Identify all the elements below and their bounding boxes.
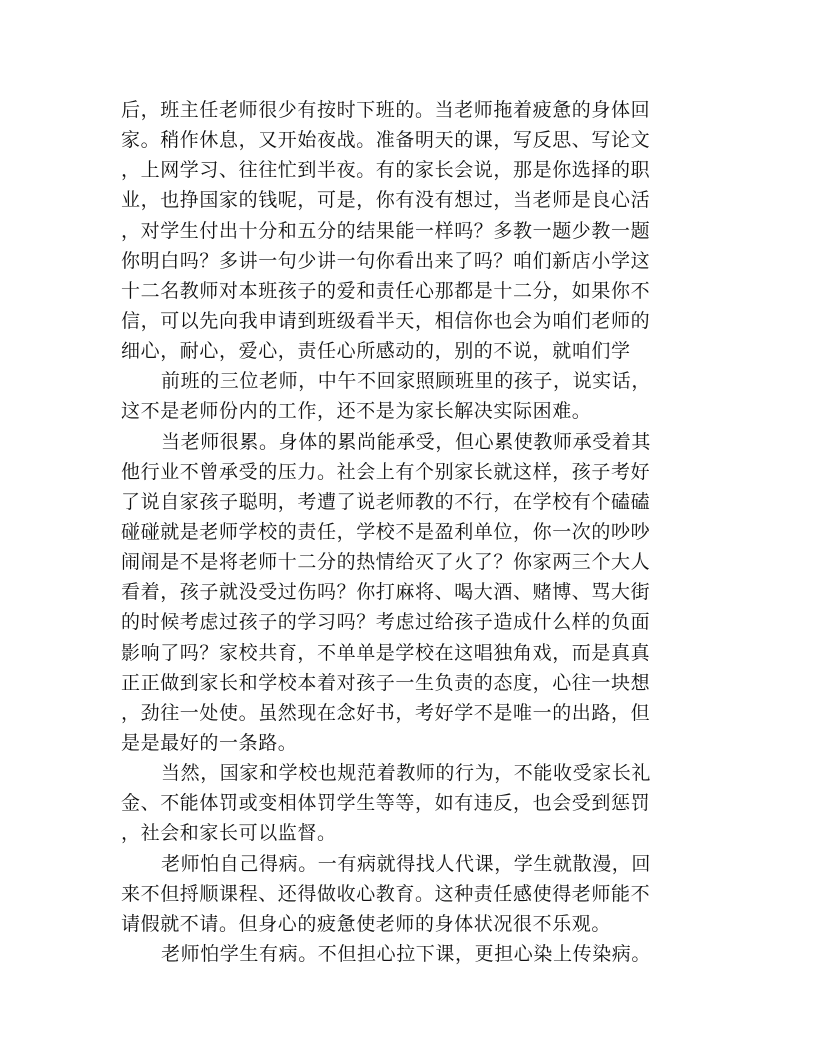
text-line: 金、不能体罚或变相体罚学生等等，如有违反，也会受到惩罚 xyxy=(121,792,651,815)
paragraph-start-line: 当老师很累。身体的累尚能承受，但心累使教师承受着其 xyxy=(161,430,652,453)
text-line: 十二名教师对本班孩子的爱和责任心那都是十二分，如果你不 xyxy=(121,279,651,302)
text-line: 信，可以先向我申请到班级看半天，相信你也会为咱们老师的 xyxy=(121,309,651,332)
text-line: ，对学生付出十分和五分的结果能一样吗？多教一题少教一题 xyxy=(121,219,651,242)
text-line: 正正做到家长和学校本着对孩子一生负责的态度，心往一块想 xyxy=(121,671,651,694)
text-line: 是是最好的一条路。 xyxy=(121,731,298,754)
text-line: 来不但捋顺课程、还得做收心教育。这种责任感使得老师能不 xyxy=(121,882,651,905)
text-line: 这不是老师份内的工作，还不是为家长解决实际困难。 xyxy=(121,400,592,423)
document-body xyxy=(121,95,701,969)
text-line: ，劲往一处使。虽然现在念好书，考好学不是唯一的出路，但 xyxy=(121,701,651,724)
paragraph-start-line: 当然，国家和学校也规范着教师的行为，不能收受家长礼 xyxy=(161,762,652,785)
paragraph-start-line: 老师怕自己得病。一有病就得找人代课，学生就散漫，回 xyxy=(161,852,652,875)
text-line: 业，也挣国家的钱呢，可是，你有没有想过，当老师是良心活 xyxy=(121,189,651,212)
text-line: 他行业不曾承受的压力。社会上有个别家长就这样，孩子考好 xyxy=(121,460,651,483)
text-line: ，社会和家长可以监督。 xyxy=(121,822,337,845)
text-line: 影响了吗？家校共育，不单单是学校在这唱独角戏，而是真真 xyxy=(121,641,651,664)
text-line: 的时候考虑过孩子的学习吗？考虑过给孩子造成什么样的负面 xyxy=(121,611,651,634)
text-line: 闹闹是不是将老师十二分的热情给灭了火了？你家两三个大人 xyxy=(121,551,651,574)
text-line: 碰碰就是老师学校的责任，学校不是盈利单位，你一次的吵吵 xyxy=(121,520,651,543)
text-line: 后，班主任老师很少有按时下班的。当老师拖着疲惫的身体回 xyxy=(121,99,651,121)
text-line: ，上网学习、往往忙到半夜。有的家长会说，那是你选择的职 xyxy=(121,159,651,182)
text-line: 家。稍作休息，又开始夜战。准备明天的课，写反思、写论文 xyxy=(121,129,651,152)
paragraph-start-line: 老师怕学生有病。不但担心拉下课，更担心染上传染病。 xyxy=(161,942,652,965)
text-line: 了说自家孩子聪明，考遭了说老师教的不行，在学校有个磕磕 xyxy=(121,490,651,513)
text-line: 请假就不请。但身心的疲惫使老师的身体状况很不乐观。 xyxy=(121,912,612,935)
text-line: 你明白吗？多讲一句少讲一句你看出来了吗？咱们新店小学这 xyxy=(121,249,651,272)
text-line: 看着，孩子就没受过伤吗？你打麻将、喝大酒、赌博、骂大街 xyxy=(121,581,651,604)
paragraph-start-line: 前班的三位老师，中午不回家照顾班里的孩子，说实话， xyxy=(161,370,652,393)
text-line: 细心，耐心，爱心，责任心所感动的，别的不说，就咱们学 xyxy=(121,340,631,363)
